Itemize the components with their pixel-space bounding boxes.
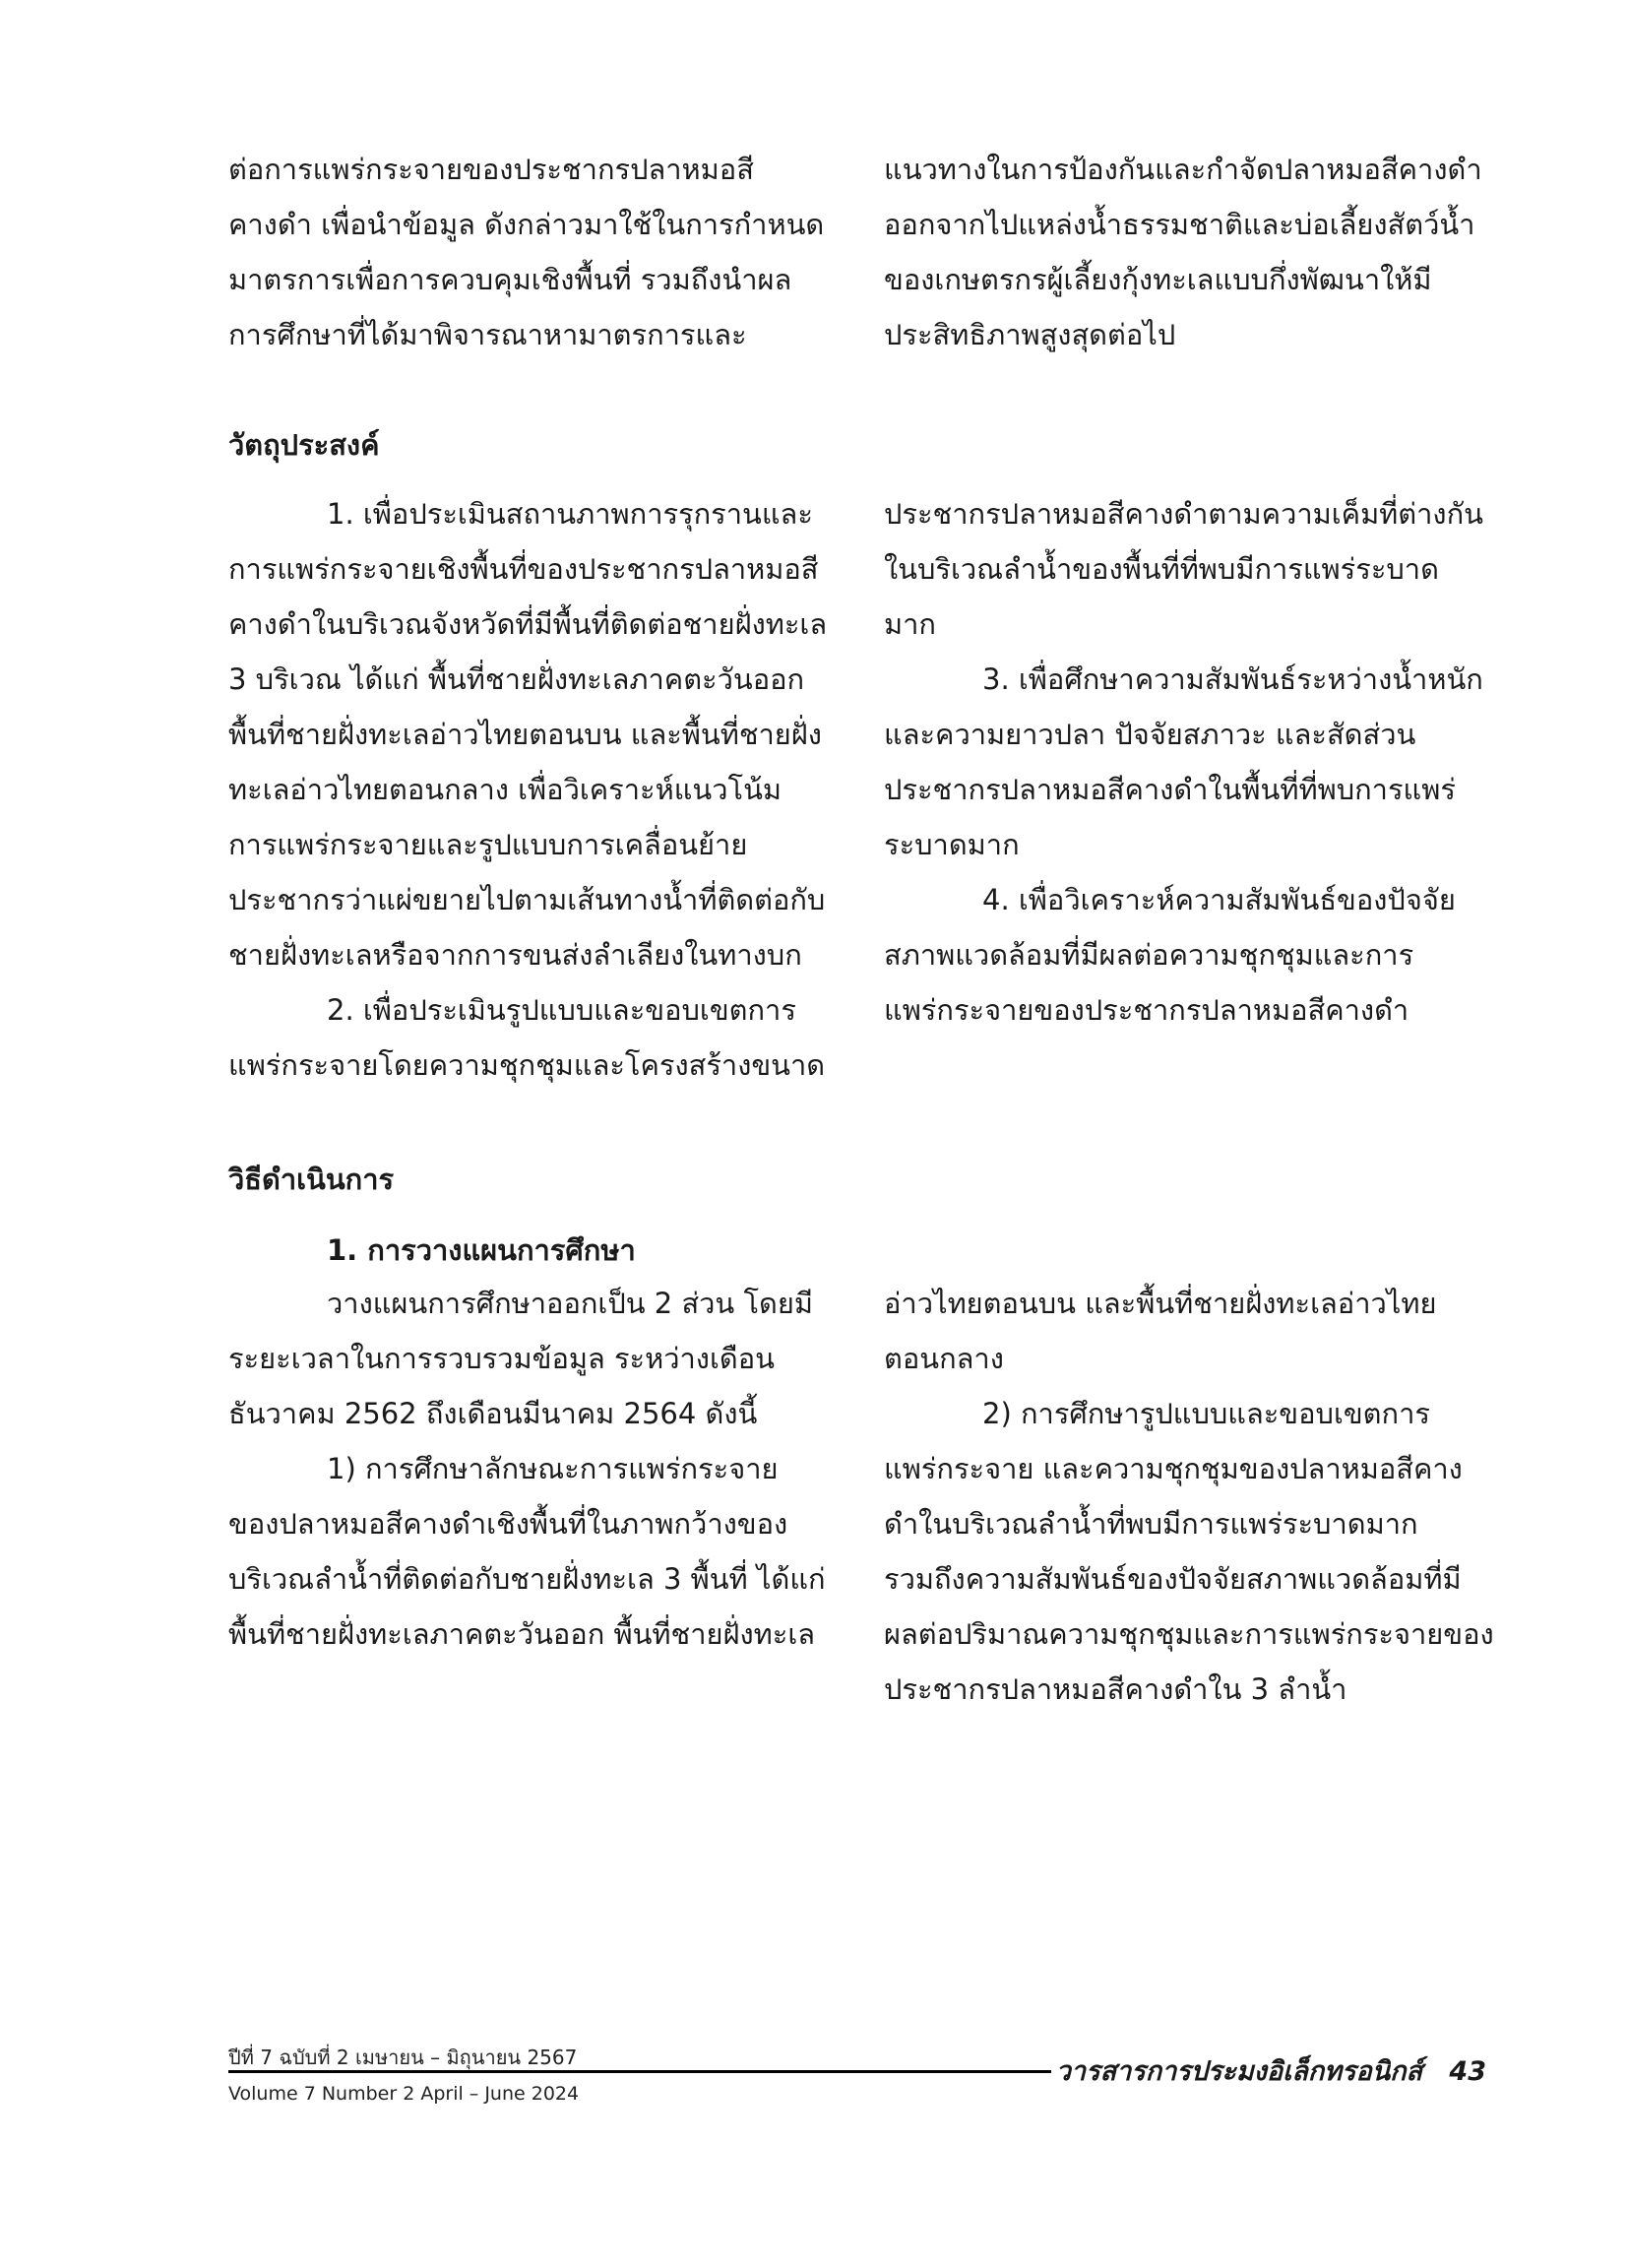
text-line: วางแผนการศึกษาออกเป็น 2 ส่วน โดยมี <box>327 1287 813 1320</box>
text-line: 1) การศึกษาลักษณะการแพร่กระจาย <box>327 1452 779 1485</box>
text-line: อ่าวไทยตอนบน และพื้นที่ชายฝั่งทะเลอ่าวไทย <box>884 1287 1437 1320</box>
text-line: ในบริเวณลำน้ำของพื้นที่ที่พบมีการแพร่ระบาด <box>884 552 1439 586</box>
text-line: การแพร่กระจายเชิงพื้นที่ของประชากรปลาหมอสี <box>228 552 819 586</box>
text-line: ต่อการแพร่กระจายของประชากรปลาหมอสี <box>228 153 754 186</box>
text-line: ตอนกลาง <box>884 1342 1004 1375</box>
methods-subheading: 1. การวางแผนการศึกษา <box>327 1233 636 1267</box>
text-line: พื้นที่ชายฝั่งทะเลภาคตะวันออก พื้นที่ชายฝั่งทะเล <box>228 1617 816 1651</box>
text-line: และความยาวปลา ปัจจัยสภาวะ และสัดส่วน <box>884 718 1416 751</box>
text-line: ของปลาหมอสีคางดำเชิงพื้นที่ในภาพกว้างของ <box>228 1507 788 1541</box>
text-line: ประสิทธิภาพสูงสุดต่อไป <box>884 318 1176 351</box>
text-line: มาตรการเพื่อการควบคุมเชิงพื้นที่ รวมถึงนำผล <box>228 263 792 296</box>
text-line: การศึกษาที่ได้มาพิจารณาหามาตรการและ <box>228 318 747 351</box>
footer-divider <box>228 2070 1051 2073</box>
text-line: มาก <box>884 607 936 641</box>
text-line: ธันวาคม 2562 ถึงเดือนมีนาคม 2564 ดังนี้ <box>228 1397 758 1430</box>
text-line: พื้นที่ชายฝั่งทะเลอ่าวไทยตอนบน และพื้นที่ชายฝั่ง <box>228 718 822 751</box>
text-line: ระบาดมาก <box>884 828 1020 861</box>
text-line: คางดำ เพื่อนำข้อมูล ดังกล่าวมาใช้ในการกำหนด <box>228 208 825 241</box>
text-line: รวมถึงความสัมพันธ์ของปัจจัยสภาพแวดล้อมที่มี <box>884 1562 1462 1596</box>
page-number: 43 <box>1449 2056 1486 2087</box>
text-line: ทะเลอ่าวไทยตอนกลาง เพื่อวิเคราะห์แนวโน้ม <box>228 773 783 806</box>
text-line: แนวทางในการป้องกันและกำจัดปลาหมอสีคางดำ <box>884 153 1482 186</box>
text-line: สภาพแวดล้อมที่มีผลต่อความชุกชุมและการ <box>884 938 1414 972</box>
text-line: ประชากรว่าแผ่ขยายไปตามเส้นทางน้ำที่ติดต่อกับ <box>228 883 826 916</box>
text-line: 1. เพื่อประเมินสถานภาพการรุกรานและ <box>327 497 813 531</box>
methods-heading: วิธีดำเนินการ <box>228 1163 395 1196</box>
text-line: ประชากรปลาหมอสีคางดำใน 3 ลำน้ำ <box>884 1672 1347 1706</box>
text-line: ผลต่อปริมาณความชุกชุมและการแพร่กระจายของ <box>884 1617 1494 1651</box>
text-line: แพร่กระจายโดยความชุกชุมและโครงสร้างขนาด <box>228 1048 826 1082</box>
text-line: 3. เพื่อศึกษาความสัมพันธ์ระหว่างน้ำหนัก <box>982 662 1483 696</box>
footer-issue-thai: ปีที่ 7 ฉบับที่ 2 เมษายน – มิถุนายน 2567 <box>228 2046 578 2069</box>
text-line: บริเวณลำน้ำที่ติดต่อกับชายฝั่งทะเล 3 พื้นที่ ได้แก่ <box>228 1562 826 1596</box>
text-line: ประชากรปลาหมอสีคางดำตามความเค็มที่ต่างกัน <box>884 497 1483 531</box>
text-line: 2. เพื่อประเมินรูปแบบและขอบเขตการ <box>327 993 796 1027</box>
text-line: การแพร่กระจายและรูปแบบการเคลื่อนย้าย <box>228 828 748 861</box>
text-line: ของเกษตรกรผู้เลี้ยงกุ้งทะเลแบบกึ่งพัฒนาให้มี <box>884 263 1432 296</box>
text-line: 4. เพื่อวิเคราะห์ความสัมพันธ์ของปัจจัย <box>982 883 1456 916</box>
text-line: ดำในบริเวณลำน้ำที่พบมีการแพร่ระบาดมาก <box>884 1507 1418 1541</box>
text-line: ออกจากไปแหล่งน้ำธรรมชาติและบ่อเลี้ยงสัตว์น้ำ <box>884 208 1475 241</box>
journal-title: วารสารการประมงอิเล็กทรอนิกส์ <box>1055 2056 1423 2087</box>
footer-issue-english: Volume 7 Number 2 April – June 2024 <box>228 2083 580 2105</box>
text-line: ระยะเวลาในการรวบรวมข้อมูล ระหว่างเดือน <box>228 1342 775 1375</box>
footer-journal <box>1056 2049 1486 2092</box>
text-line: 3 บริเวณ ได้แก่ พื้นที่ชายฝั่งทะเลภาคตะวันออก <box>228 662 805 696</box>
text-line: ประชากรปลาหมอสีคางดำในพื้นที่ที่พบการแพร่ <box>884 773 1456 806</box>
text-line: แพร่กระจาย และความชุกชุมของปลาหมอสีคาง <box>884 1452 1463 1485</box>
text-line: คางดำในบริเวณจังหวัดที่มีพื้นที่ติดต่อชายฝั่งทะเล <box>228 607 828 641</box>
text-line: แพร่กระจายของประชากรปลาหมอสีคางดำ <box>884 993 1409 1027</box>
text-line: ชายฝั่งทะเลหรือจากการขนส่งลำเลียงในทางบก <box>228 938 802 972</box>
objectives-heading: วัตถุประสงค์ <box>228 428 380 462</box>
text-line: 2) การศึกษารูปแบบและขอบเขตการ <box>982 1397 1430 1430</box>
